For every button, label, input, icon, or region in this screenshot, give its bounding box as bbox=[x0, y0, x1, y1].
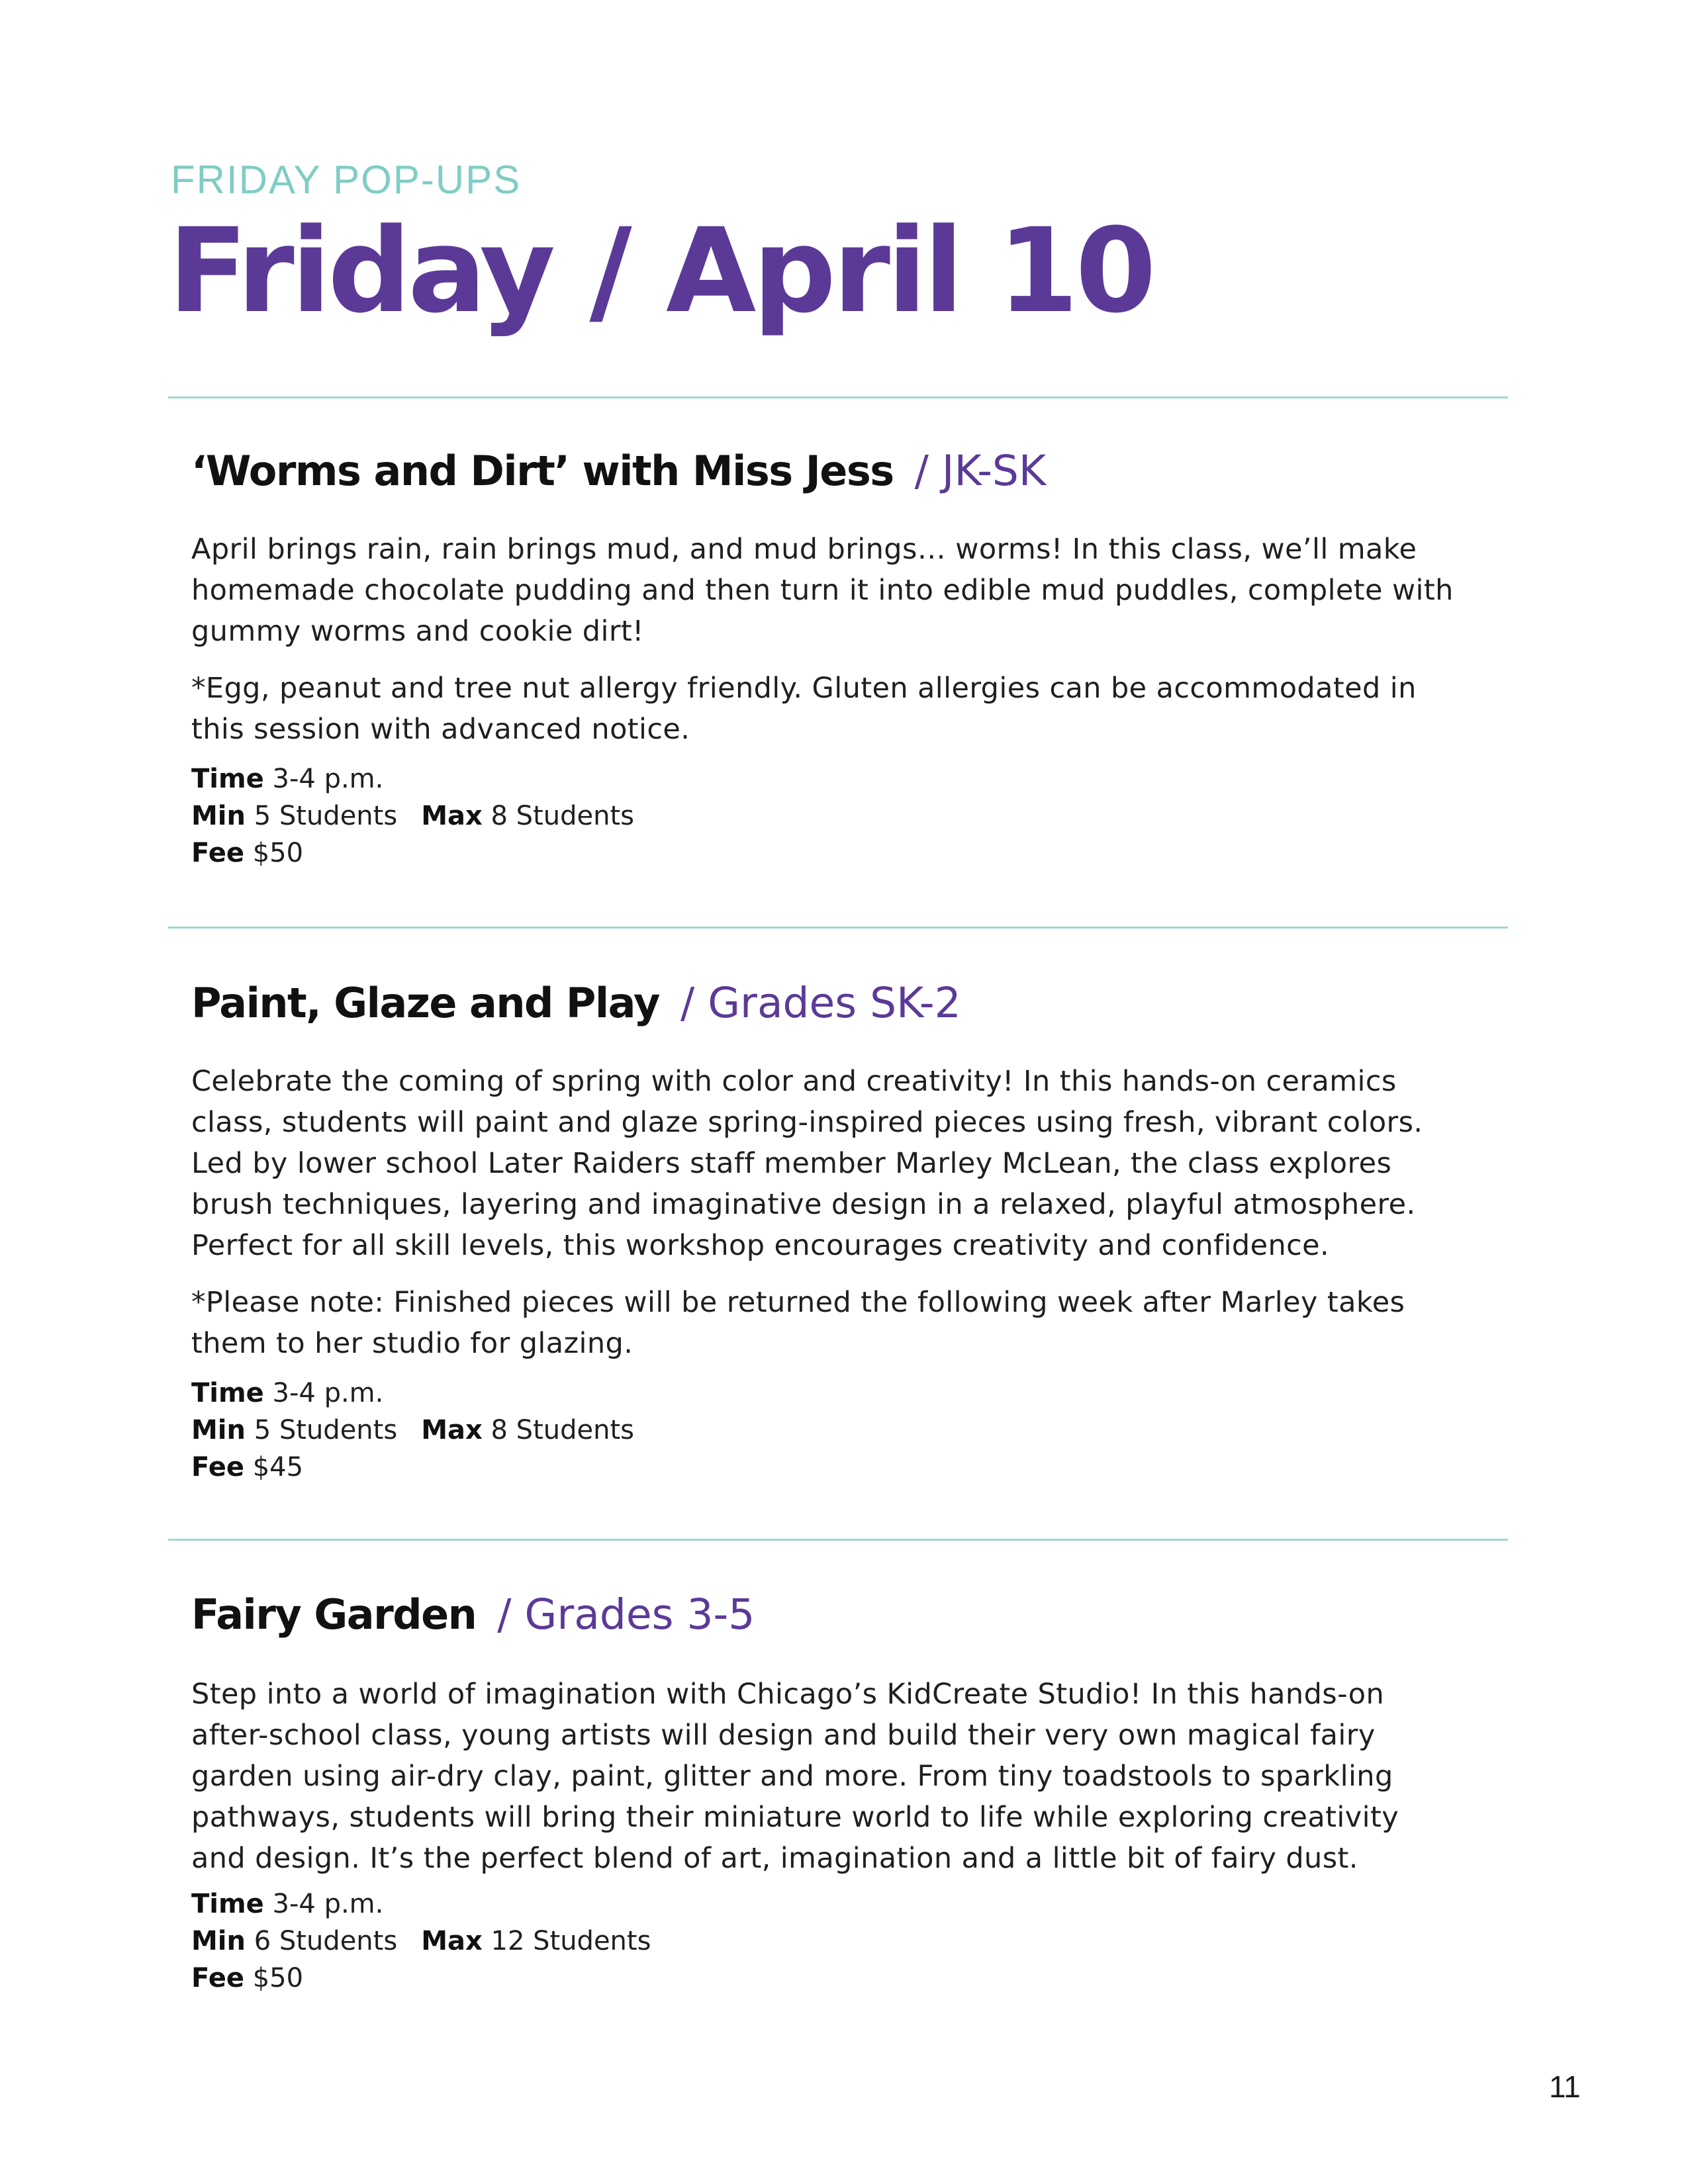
min-label: Min bbox=[191, 1926, 246, 1956]
enrollment-row bbox=[191, 797, 1489, 835]
time-value: 3-4 p.m. bbox=[272, 764, 384, 794]
fee-value: $45 bbox=[252, 1452, 304, 1482]
divider bbox=[168, 396, 1508, 398]
time-row bbox=[191, 1886, 1489, 1923]
divider bbox=[168, 927, 1508, 929]
text-line: after-school class, young artists will design and build their very own magical fairy bbox=[191, 1719, 1376, 1752]
text-line: *Egg, peanut and tree nut allergy friendly. Gluten allergies can be accommodated in bbox=[191, 672, 1417, 705]
time-row bbox=[191, 1375, 1489, 1412]
class-title: Fairy Garden bbox=[191, 1590, 477, 1639]
text-line: gummy worms and cookie dirt! bbox=[191, 615, 644, 648]
section-eyebrow: FRIDAY POP-UPS bbox=[171, 158, 522, 202]
text-line: Led by lower school Later Raiders staff member Marley McLean, the class explores bbox=[191, 1147, 1392, 1180]
class-worms-and-dirt bbox=[191, 447, 1489, 872]
class-description bbox=[191, 1674, 1489, 1879]
min-label: Min bbox=[191, 801, 246, 831]
max-value: 12 Students bbox=[491, 1926, 651, 1956]
text-line: brush techniques, layering and imaginative design in a relaxed, playful atmosphere. bbox=[191, 1188, 1416, 1221]
fee-label: Fee bbox=[191, 1963, 244, 1993]
time-label: Time bbox=[191, 764, 264, 794]
min-value: 6 Students bbox=[254, 1926, 398, 1956]
class-heading bbox=[191, 447, 1489, 495]
class-fairy-garden bbox=[191, 1590, 1489, 1997]
enrollment-row bbox=[191, 1412, 1489, 1449]
min-value: 5 Students bbox=[254, 801, 398, 831]
text-line: Celebrate the coming of spring with color and creativity! In this hands-on ceramics bbox=[191, 1065, 1397, 1098]
max-label: Max bbox=[421, 801, 483, 831]
class-description bbox=[191, 1061, 1489, 1266]
page-title: Friday / April 10 bbox=[168, 203, 1153, 339]
text-line: garden using air-dry clay, paint, glitter and more. From tiny toadstools to sparkling bbox=[191, 1760, 1393, 1793]
class-title: Paint, Glaze and Play bbox=[191, 979, 659, 1027]
text-line: April brings rain, rain brings mud, and mud brings… worms! In this class, we’ll make bbox=[191, 533, 1417, 566]
class-note bbox=[191, 1282, 1489, 1364]
max-value: 8 Students bbox=[491, 801, 634, 831]
class-details bbox=[191, 1375, 1489, 1486]
min-value: 5 Students bbox=[254, 1415, 398, 1445]
page-number: 11 bbox=[1549, 2070, 1581, 2104]
class-heading bbox=[191, 979, 1489, 1027]
text-line: homemade chocolate pudding and then turn it into edible mud puddles, complete with bbox=[191, 574, 1454, 607]
class-heading bbox=[191, 1590, 1489, 1639]
fee-label: Fee bbox=[191, 838, 244, 868]
class-paint-glaze-play bbox=[191, 979, 1489, 1486]
max-value: 8 Students bbox=[491, 1415, 634, 1445]
grade-level: / JK-SK bbox=[914, 447, 1047, 495]
text-line: them to her studio for glazing. bbox=[191, 1327, 633, 1360]
time-row bbox=[191, 760, 1489, 797]
class-details bbox=[191, 1886, 1489, 1997]
text-line: and design. It’s the perfect blend of art, imagination and a little bit of fairy dust. bbox=[191, 1842, 1358, 1875]
max-label: Max bbox=[421, 1926, 483, 1956]
class-title: ‘Worms and Dirt’ with Miss Jess bbox=[191, 447, 894, 495]
text-line: pathways, students will bring their miniature world to life while exploring creativity bbox=[191, 1801, 1399, 1834]
max-label: Max bbox=[421, 1415, 483, 1445]
time-value: 3-4 p.m. bbox=[272, 1889, 384, 1919]
text-line: Perfect for all skill levels, this workshop encourages creativity and confidence. bbox=[191, 1229, 1330, 1262]
fee-row bbox=[191, 835, 1489, 872]
time-value: 3-4 p.m. bbox=[272, 1378, 384, 1408]
min-label: Min bbox=[191, 1415, 246, 1445]
fee-label: Fee bbox=[191, 1452, 244, 1482]
time-label: Time bbox=[191, 1378, 264, 1408]
class-note bbox=[191, 668, 1489, 750]
grade-level: / Grades SK-2 bbox=[680, 979, 961, 1027]
text-line: this session with advanced notice. bbox=[191, 713, 690, 746]
fee-row bbox=[191, 1960, 1489, 1997]
fee-value: $50 bbox=[252, 838, 304, 868]
fee-value: $50 bbox=[252, 1963, 304, 1993]
class-description bbox=[191, 529, 1489, 652]
text-line: *Please note: Finished pieces will be returned the following week after Marley takes bbox=[191, 1286, 1405, 1319]
divider bbox=[168, 1539, 1508, 1541]
fee-row bbox=[191, 1449, 1489, 1486]
grade-level: / Grades 3-5 bbox=[497, 1590, 755, 1639]
enrollment-row bbox=[191, 1923, 1489, 1960]
text-line: Step into a world of imagination with Chicago’s KidCreate Studio! In this hands-on bbox=[191, 1678, 1385, 1711]
text-line: class, students will paint and glaze spring-inspired pieces using fresh, vibrant colors. bbox=[191, 1106, 1423, 1139]
class-details bbox=[191, 760, 1489, 872]
time-label: Time bbox=[191, 1889, 264, 1919]
